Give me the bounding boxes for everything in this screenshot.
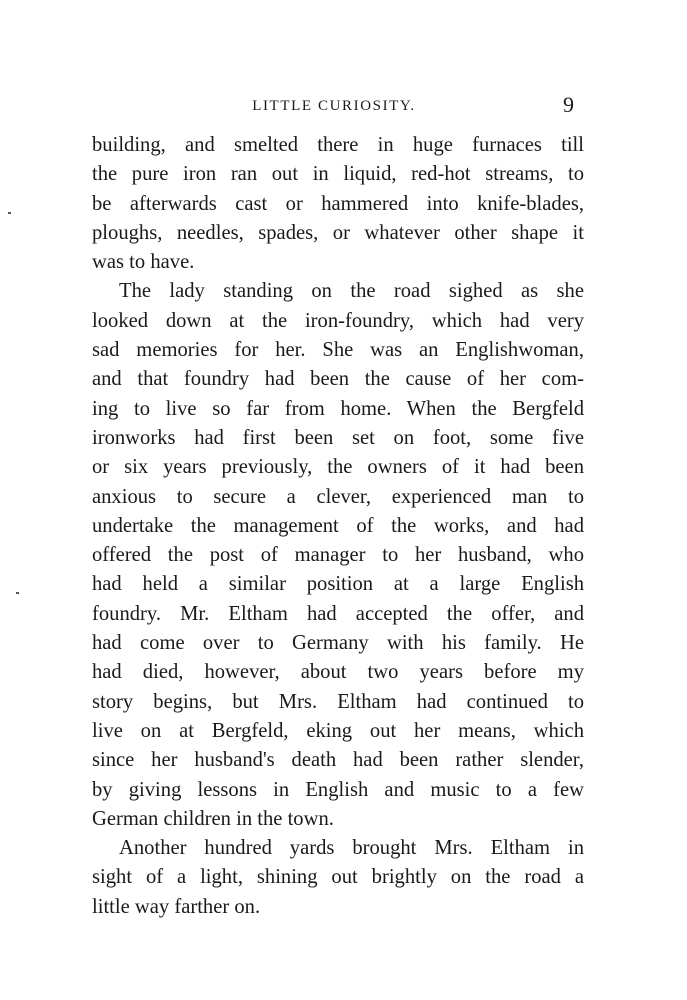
text-line: and that foundry had been the cause of her com- bbox=[92, 368, 584, 391]
text-line: story begins, but Mrs. Eltham had continued to bbox=[92, 690, 584, 713]
text-line: foundry. Mr. Eltham had accepted the offer, and bbox=[92, 602, 584, 625]
margin-speck bbox=[16, 592, 19, 594]
text-line: since her husband's death had been rather slender, bbox=[92, 749, 584, 772]
text-line: building, and smelted there in huge furnaces till bbox=[92, 134, 584, 156]
paragraph bbox=[92, 131, 584, 277]
text-line: be afterwards cast or hammered into knife-blades, bbox=[92, 192, 584, 215]
text-line: Another hundred yards brought Mrs. Eltham in bbox=[119, 837, 584, 860]
text-line: offered the post of manager to her husband, who bbox=[92, 544, 584, 567]
text-line: undertake the management of the works, and had bbox=[92, 514, 584, 537]
margin-speck bbox=[8, 212, 11, 214]
text-line: German children in the town. bbox=[92, 807, 334, 830]
text-line: The lady standing on the road sighed as she bbox=[119, 280, 584, 303]
page-number: 9 bbox=[563, 92, 574, 117]
text-line: sight of a light, shining out brightly on the road a bbox=[92, 866, 584, 889]
text-line: live on at Bergfeld, eking out her means, which bbox=[92, 719, 584, 742]
text-line: ploughs, needles, spades, or whatever other shape it bbox=[92, 221, 584, 244]
text-line: looked down at the iron-foundry, which had very bbox=[92, 309, 584, 332]
text-line: was to have. bbox=[92, 251, 195, 274]
text-line: ironworks had first been set on foot, some five bbox=[92, 426, 584, 449]
text-line: had died, however, about two years before my bbox=[92, 661, 584, 684]
text-line: sad memories for her. She was an Englishwoman, bbox=[92, 339, 584, 362]
text-line: ing to live so far from home. When the Bergfeld bbox=[92, 397, 584, 420]
text-line: the pure iron ran out in liquid, red-hot streams, to bbox=[92, 163, 584, 186]
text-line: had come over to Germany with his family. He bbox=[92, 632, 584, 655]
text-line: anxious to secure a clever, experienced man to bbox=[92, 485, 584, 508]
text-line: little way farther on. bbox=[92, 895, 261, 918]
text-line: by giving lessons in English and music to a few bbox=[92, 778, 584, 801]
text-line: had held a similar position at a large English bbox=[92, 573, 584, 596]
running-title: LITTLE CURIOSITY. bbox=[252, 98, 416, 114]
paragraph bbox=[92, 277, 584, 834]
paragraph bbox=[92, 834, 584, 922]
text-line: or six years previously, the owners of it had been bbox=[92, 456, 584, 479]
body-text bbox=[92, 131, 584, 922]
running-head bbox=[92, 92, 576, 120]
